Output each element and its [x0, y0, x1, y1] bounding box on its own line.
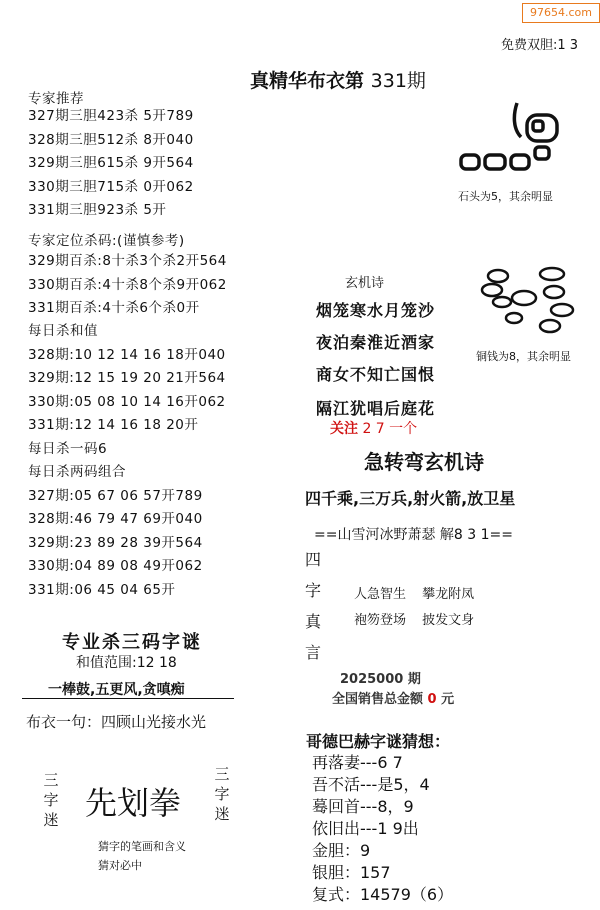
- position-kill-list: [28, 250, 227, 321]
- list-item: 331期:12 14 16 18 20开: [28, 417, 199, 433]
- riddle-hint2: 猜对必中: [98, 859, 142, 872]
- label-char: 字: [214, 785, 230, 803]
- stone-figure: [455, 95, 575, 185]
- phrase: 人急智生: [354, 587, 407, 602]
- coin-caption: 铜钱为8，其余明显: [476, 350, 571, 363]
- daily-sum-list: [28, 320, 226, 602]
- list-item: 328期:10 12 14 16 18开040: [28, 346, 226, 363]
- list-item: 331期百杀:4十杀6个杀0开: [28, 300, 200, 316]
- list-item: 328期:46 79 47 69开040: [28, 511, 203, 527]
- phrase: 袍笏登场: [354, 613, 407, 628]
- expert-list: [28, 105, 194, 223]
- sales-suffix: 元: [441, 692, 455, 707]
- turn-heading: 急转弯玄机诗: [364, 450, 484, 474]
- riddle-main: 先划拳: [85, 784, 182, 822]
- poem-line: 烟笼寒水月笼沙: [316, 301, 436, 320]
- list-item: 331期:06 45 04 65开: [28, 581, 176, 598]
- daily-sum-heading: 每日杀和值: [28, 323, 98, 339]
- sales-total: [332, 688, 454, 707]
- goldbach-list: [312, 752, 453, 906]
- site-badge[interactable]: 97654.com: [522, 3, 600, 23]
- list-item: 329期三胆615杀 9开564: [28, 155, 194, 171]
- list-item: 蓦回首---8，9: [312, 797, 414, 816]
- list-item: 328期三胆512杀 8开040: [28, 131, 194, 148]
- focus-value: 2 7 一个: [362, 421, 418, 437]
- poem-line: 商女不知亡国恨: [316, 365, 436, 384]
- list-item: 金胆：9: [312, 841, 371, 860]
- three-riddle-heading: 专业杀三码字谜: [62, 632, 202, 653]
- title-main: 真精华布衣第: [250, 70, 365, 92]
- list-item: 327期三胆423杀 5开789: [28, 108, 194, 124]
- left-riddle-label: [41, 770, 61, 830]
- list-item: 吾不活---是5，4: [312, 775, 430, 794]
- three-riddle-text: 一棒鼓,五更风,贪嗔痴: [48, 682, 185, 698]
- coin-figure: [480, 262, 590, 347]
- list-item: 银胆：157: [312, 863, 391, 882]
- position-kill-heading: 专家定位杀码:(谨慎参考): [28, 233, 185, 249]
- divider: [22, 698, 234, 699]
- list-item: 331期三胆923杀 5开: [28, 202, 167, 218]
- label-char: 迷: [214, 805, 230, 823]
- list-item: 329期:12 15 19 20 21开564: [28, 370, 226, 386]
- list-item: 复式：14579（6）: [312, 885, 454, 904]
- poem-focus: [330, 418, 417, 438]
- issue-number: 2025000 期: [340, 672, 421, 687]
- page-title: [250, 66, 426, 93]
- daily-one: 每日杀一码6: [28, 440, 108, 457]
- list-item: 再落妻---6 7: [312, 753, 403, 772]
- turn-line1: 四千乘,三万兵,射火箭,放卫星: [305, 489, 516, 508]
- label-char: 三: [214, 765, 230, 783]
- right-riddle-label: [212, 764, 232, 824]
- goldbach-heading: 哥德巴赫字谜猜想：: [306, 732, 451, 751]
- label-char: 三: [43, 771, 59, 789]
- title-issue: 331期: [370, 70, 426, 92]
- four-char-vertical: [303, 544, 323, 668]
- poem-title: 玄机诗: [345, 276, 385, 291]
- sales-prefix: 全国销售总金额: [332, 692, 424, 707]
- list-item: 330期:05 08 10 14 16开062: [28, 393, 226, 410]
- label-char: 迷: [43, 811, 59, 829]
- sales-value: 0: [427, 692, 437, 707]
- list-item: 依旧出---1 9出: [312, 819, 419, 838]
- four-char-row1: [354, 583, 474, 602]
- list-item: 327期:05 67 06 57开789: [28, 487, 203, 504]
- vertical-char: 四: [304, 550, 321, 569]
- list-item: 329期百杀:8十杀3个杀2开564: [28, 253, 227, 269]
- three-riddle-range: 和值范围:12 18: [76, 655, 177, 671]
- focus-label: 关注: [330, 421, 358, 437]
- label-char: 字: [43, 791, 59, 809]
- poem-line: 夜泊秦淮近酒家: [316, 333, 436, 352]
- buyi-line: 布衣一句：四顾山光接水光: [26, 713, 207, 731]
- poem-line: 隔江犹唱后庭花: [316, 399, 436, 418]
- four-char-row2: [354, 609, 474, 628]
- free-double-tip: 免费双胆:1 3: [500, 38, 578, 53]
- list-item: 329期:23 89 28 39开564: [28, 534, 203, 551]
- list-item: 330期百杀:4十杀8个杀9开062: [28, 276, 227, 293]
- list-item: 330期:04 89 08 49开062: [28, 558, 203, 574]
- phrase: 攀龙附凤: [422, 587, 475, 602]
- riddle-hint1: 猜字的笔画和含义: [98, 840, 186, 853]
- daily-two-heading: 每日杀两码组合: [28, 464, 126, 480]
- expert-heading: 专家推荐: [28, 91, 84, 107]
- vertical-char: 字: [304, 581, 321, 600]
- vertical-char: 言: [304, 643, 321, 662]
- list-item: 330期三胆715杀 0开062: [28, 178, 194, 195]
- stone-caption: 石头为5，其余明显: [458, 190, 553, 203]
- vertical-char: 真: [304, 612, 321, 631]
- turn-line2: ==山雪河冰野萧瑟 解8 3 1==: [314, 527, 513, 543]
- phrase: 披发文身: [422, 613, 475, 628]
